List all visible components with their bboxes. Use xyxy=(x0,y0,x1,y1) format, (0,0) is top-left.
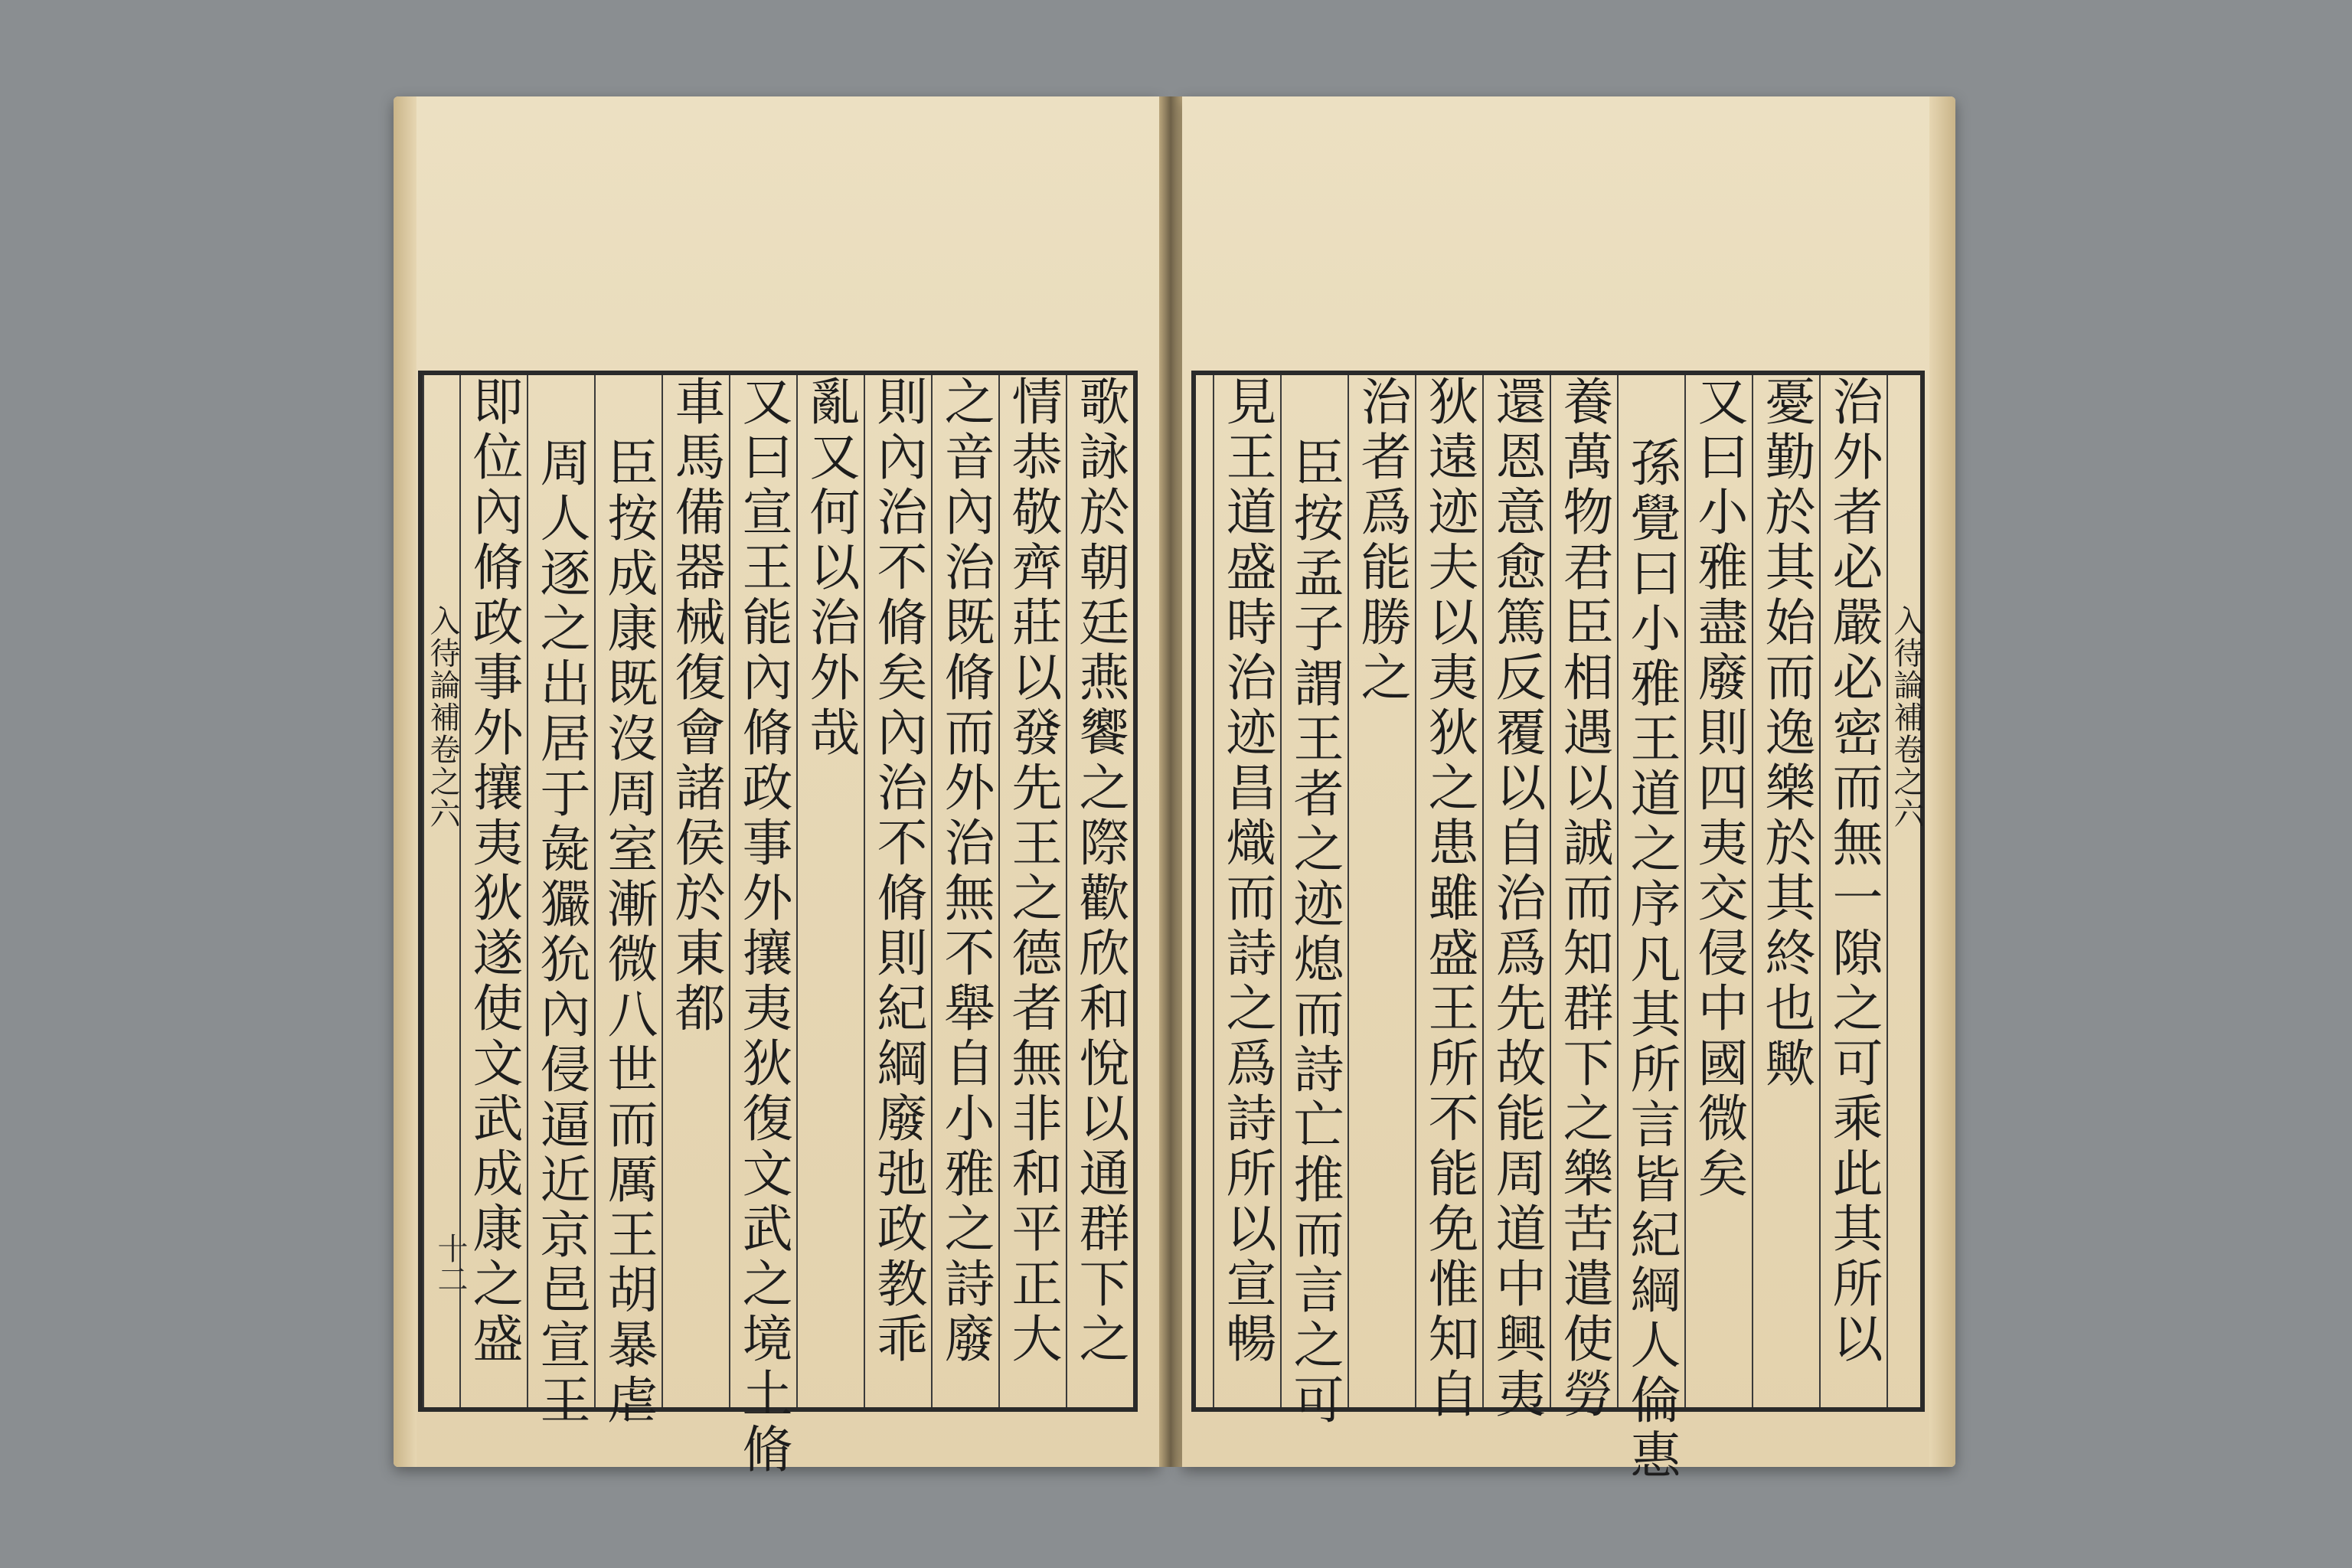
book-gutter xyxy=(1159,96,1182,1467)
column-text: 則內治不脩矣內治不脩則紀綱廢弛政教乖 xyxy=(868,375,927,1367)
text-column xyxy=(662,375,729,1407)
center-margin-column xyxy=(423,375,468,1407)
text-column xyxy=(729,375,796,1478)
column-text: 情恭敬齊莊以發先王之德者無非和平正大 xyxy=(1003,375,1062,1367)
left-page xyxy=(394,96,1159,1478)
text-column xyxy=(998,375,1066,1407)
text-column xyxy=(1684,375,1752,1407)
text-column xyxy=(1617,375,1684,1484)
open-book xyxy=(394,96,1955,1484)
page-number: 十二 xyxy=(433,1233,468,1294)
text-column xyxy=(1482,375,1550,1423)
column-text: 車馬備器械復會諸侯於東都 xyxy=(666,375,725,1037)
right-text-frame xyxy=(1191,371,1925,1484)
center-title: 入待論補卷之六 xyxy=(1889,605,1924,830)
column-text: 又曰小雅盡廢則四夷交侵中國微矣 xyxy=(1689,375,1748,1202)
column-text: 治外者必嚴必密而無一隙之可乘此其所以 xyxy=(1824,375,1883,1367)
column-text: 歌詠於朝廷燕饗之際歡欣和悅以通群下之 xyxy=(1070,375,1129,1367)
column-text: 見王道盛時治迹昌熾而詩之爲詩所以宣暢 xyxy=(1217,375,1276,1367)
text-column xyxy=(931,375,998,1407)
text-column xyxy=(594,375,662,1429)
center-title: 入待論補卷之六 xyxy=(425,605,460,830)
text-column xyxy=(527,375,594,1429)
text-column xyxy=(1819,375,1886,1407)
text-column xyxy=(1550,375,1617,1423)
column-text: 孫覺曰小雅王道之序凡其所言皆紀綱人倫惠 xyxy=(1622,436,1681,1484)
text-column xyxy=(1752,375,1819,1407)
column-text: 又曰宣王能內脩政事外攘夷狄復文武之境土脩 xyxy=(733,375,792,1478)
column-text: 亂又何以治外哉 xyxy=(801,375,860,761)
column-text: 還恩意愈篤反覆以自治爲先故能周道中興夷 xyxy=(1487,375,1546,1423)
column-text: 即位內脩政事外攘夷狄遂使文武成康之盛 xyxy=(464,375,523,1367)
left-text-frame xyxy=(418,371,1138,1478)
column-text: 憂勤於其始而逸樂於其終也歟 xyxy=(1756,375,1815,1092)
right-page xyxy=(1182,96,1955,1484)
column-text: 周人逐之出居于彘玁狁內侵逼近京邑宣王 xyxy=(531,436,590,1429)
column-text: 養萬物君臣相遇以誠而知群下之樂苦遣使勞 xyxy=(1554,375,1613,1423)
text-column xyxy=(1415,375,1482,1423)
column-text: 治者爲能勝之 xyxy=(1352,375,1411,706)
column-text: 臣按成康既沒周室漸微八世而厲王胡暴虐 xyxy=(599,436,658,1429)
text-column xyxy=(796,375,864,1407)
column-text: 臣按孟子謂王者之迹熄而詩亡推而言之可 xyxy=(1285,436,1344,1429)
center-margin-column xyxy=(1886,375,1926,1407)
text-column xyxy=(1213,375,1280,1407)
column-text: 之音內治既脩而外治無不舉自小雅之詩廢 xyxy=(936,375,995,1367)
column-text: 狄遠迹夫以夷狄之患雖盛王所不能免惟知自 xyxy=(1419,375,1478,1423)
text-column xyxy=(1066,375,1133,1407)
text-column xyxy=(864,375,931,1407)
text-column xyxy=(1348,375,1415,1407)
text-column xyxy=(1280,375,1348,1429)
